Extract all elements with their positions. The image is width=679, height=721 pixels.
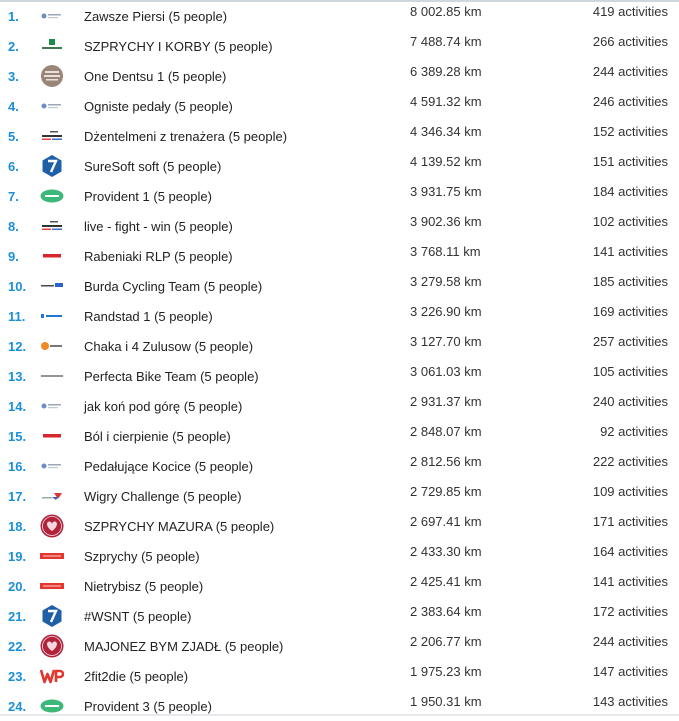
team-activities: 266 activities [592, 34, 668, 49]
team-activities: 172 activities [592, 604, 668, 619]
team-activities: 244 activities [592, 634, 668, 649]
team-name[interactable]: 2fit2die (5 people) [84, 669, 189, 684]
table-row [0, 601, 679, 631]
rank-number: 4. [8, 99, 19, 114]
team-activities: 102 activities [592, 214, 668, 229]
rank-number: 13. [8, 369, 27, 384]
small-text-logo-icon [40, 214, 64, 238]
table-row [0, 181, 679, 211]
team-name[interactable]: SZPRYCHY I KORBY (5 people) [84, 39, 273, 54]
table-row [0, 541, 679, 571]
dentsu-logo-icon [40, 64, 64, 88]
globe-logo-icon [40, 454, 64, 478]
team-name[interactable]: MAJONEZ BYM ZJADŁ (5 people) [84, 639, 284, 654]
rank-number: 21. [8, 609, 27, 624]
team-distance: 2 206.77 km [410, 634, 482, 649]
raben-logo-icon [40, 244, 64, 268]
rank-number: 16. [8, 459, 27, 474]
rank-number: 2. [8, 39, 19, 54]
team-distance: 1 950.31 km [410, 694, 482, 709]
rank-number: 10. [8, 279, 27, 294]
rank-number: 9. [8, 249, 19, 264]
seven-logo-icon [40, 604, 64, 628]
table-row [0, 481, 679, 511]
table-row [0, 571, 679, 601]
table-row [0, 301, 679, 331]
team-name[interactable]: Ogniste pedały (5 people) [84, 99, 233, 114]
team-distance: 3 127.70 km [410, 334, 482, 349]
team-name[interactable]: #WSNT (5 people) [84, 609, 192, 624]
team-distance: 3 931.75 km [410, 184, 482, 199]
table-row [0, 361, 679, 391]
red-bar-logo-icon [40, 544, 64, 568]
table-row [0, 421, 679, 451]
wigry-logo-icon [40, 484, 64, 508]
table-row [0, 391, 679, 421]
team-distance: 8 002.85 km [410, 4, 482, 19]
globe-logo-icon [40, 394, 64, 418]
team-name[interactable]: Provident 1 (5 people) [84, 189, 212, 204]
team-activities: 240 activities [592, 394, 668, 409]
team-activities: 141 activities [592, 574, 668, 589]
globe-logo-icon [40, 94, 64, 118]
team-name[interactable]: jak koń pod górę (5 people) [84, 399, 243, 414]
table-row [0, 331, 679, 361]
raben-logo-icon [40, 424, 64, 448]
orange-badge-logo-icon [40, 334, 64, 358]
team-distance: 2 729.85 km [410, 484, 482, 499]
rank-number: 18. [8, 519, 27, 534]
rank-number: 1. [8, 9, 19, 24]
rank-number: 5. [8, 129, 19, 144]
randstad-logo-icon [40, 304, 64, 328]
team-distance: 4 591.32 km [410, 94, 482, 109]
team-distance: 3 279.58 km [410, 274, 482, 289]
table-row [0, 151, 679, 181]
table-row [0, 451, 679, 481]
team-name[interactable]: Chaka i 4 Zulusow (5 people) [84, 339, 254, 354]
perfecta-logo-icon [40, 364, 64, 388]
team-distance: 4 346.34 km [410, 124, 482, 139]
team-activities: 143 activities [592, 694, 668, 709]
team-name[interactable]: SZPRYCHY MAZURA (5 people) [84, 519, 275, 534]
rank-number: 17. [8, 489, 27, 504]
team-name[interactable]: Perfecta Bike Team (5 people) [84, 369, 259, 384]
team-activities: 246 activities [592, 94, 668, 109]
team-name[interactable]: live - fight - win (5 people) [84, 219, 233, 234]
burda-logo-icon [40, 274, 64, 298]
rank-number: 7. [8, 189, 19, 204]
team-distance: 3 061.03 km [410, 364, 482, 379]
rank-number: 20. [8, 579, 27, 594]
rank-number: 14. [8, 399, 27, 414]
table-row [0, 241, 679, 271]
team-activities: 105 activities [592, 364, 668, 379]
globe-logo-icon [40, 4, 64, 28]
team-distance: 2 848.07 km [410, 424, 482, 439]
team-activities: 151 activities [592, 154, 668, 169]
table-row [0, 271, 679, 301]
team-name[interactable]: Burda Cycling Team (5 people) [84, 279, 263, 294]
team-activities: 164 activities [592, 544, 668, 559]
rank-number: 15. [8, 429, 27, 444]
table-row [0, 211, 679, 241]
rank-number: 12. [8, 339, 27, 354]
team-activities: 147 activities [592, 664, 668, 679]
seven-logo-icon [40, 154, 64, 178]
team-name[interactable]: Wigry Challenge (5 people) [84, 489, 242, 504]
team-distance: 1 975.23 km [410, 664, 482, 679]
team-activities: 244 activities [592, 64, 668, 79]
table-row [0, 631, 679, 661]
team-distance: 3 768.11 km [410, 244, 481, 259]
team-activities: 185 activities [592, 274, 668, 289]
team-distance: 2 433.30 km [410, 544, 482, 559]
rank-number: 6. [8, 159, 19, 174]
table-row [0, 121, 679, 151]
team-distance: 2 931.37 km [410, 394, 482, 409]
table-row [0, 91, 679, 121]
red-bar-logo-icon [40, 574, 64, 598]
team-name[interactable]: Pedałujące Kocice (5 people) [84, 459, 254, 474]
rank-number: 3. [8, 69, 19, 84]
team-name[interactable]: Rabeniaki RLP (5 people) [84, 249, 233, 264]
team-activities: 152 activities [592, 124, 668, 139]
table-row [0, 691, 679, 721]
team-name[interactable]: Provident 3 (5 people) [84, 699, 212, 714]
table-row [0, 61, 679, 91]
table-row [0, 31, 679, 61]
team-distance: 3 902.36 km [410, 214, 482, 229]
rank-number: 11. [8, 309, 26, 324]
bnp-logo-icon [40, 34, 64, 58]
team-activities: 171 activities [592, 514, 668, 529]
team-name[interactable]: Nietrybisz (5 people) [84, 579, 204, 594]
team-name[interactable]: Randstad 1 (5 people) [84, 309, 213, 324]
team-distance: 2 697.41 km [410, 514, 482, 529]
leaderboard [0, 1, 679, 721]
team-distance: 6 389.28 km [410, 64, 482, 79]
team-activities: 419 activities [592, 4, 668, 19]
team-distance: 2 812.56 km [410, 454, 482, 469]
team-name[interactable]: Ból i cierpienie (5 people) [84, 429, 231, 444]
team-name[interactable]: Zawsze Piersi (5 people) [84, 9, 228, 24]
table-row [0, 511, 679, 541]
rank-number: 8. [8, 219, 19, 234]
costa-logo-icon [40, 514, 64, 538]
team-name[interactable]: SureSoft soft (5 people) [84, 159, 222, 174]
team-activities: 109 activities [592, 484, 668, 499]
team-name[interactable]: Szprychy (5 people) [84, 549, 200, 564]
costa-logo-icon [40, 634, 64, 658]
provident-logo-icon [40, 184, 64, 208]
team-activities: 222 activities [592, 454, 668, 469]
team-activities: 169 activities [592, 304, 668, 319]
team-distance: 7 488.74 km [410, 34, 482, 49]
rank-number: 23. [8, 669, 27, 684]
team-name[interactable]: One Dentsu 1 (5 people) [84, 69, 227, 84]
team-distance: 3 226.90 km [410, 304, 482, 319]
wp-logo-icon [40, 664, 64, 688]
team-distance: 2 383.64 km [410, 604, 482, 619]
table-row [0, 661, 679, 691]
team-distance: 2 425.41 km [410, 574, 482, 589]
rank-number: 19. [8, 549, 27, 564]
rank-number: 22. [8, 639, 27, 654]
team-activities: 141 activities [592, 244, 668, 259]
team-name[interactable]: Dżentelmeni z trenażera (5 people) [84, 129, 288, 144]
rank-number: 24. [8, 699, 27, 714]
team-distance: 4 139.52 km [410, 154, 482, 169]
team-activities: 184 activities [592, 184, 668, 199]
team-activities: 257 activities [592, 334, 668, 349]
small-text-logo-icon [40, 124, 64, 148]
table-row [0, 1, 679, 31]
team-activities: 92 activities [600, 424, 668, 439]
